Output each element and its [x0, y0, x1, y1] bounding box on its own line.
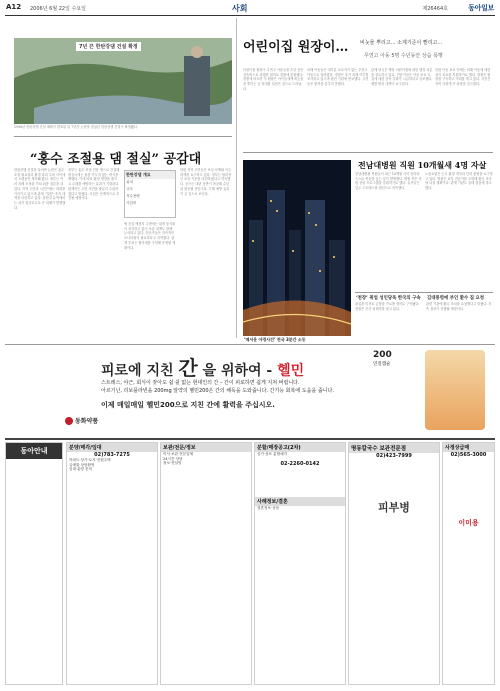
classified-line: 상가·점포 분할매각 — [257, 452, 288, 456]
center-subhead-2: 무연고 아동 5명 수년동안 상습 폭행 — [364, 53, 443, 59]
issue-number: 제26464호 — [422, 6, 448, 12]
night-headline: 전남대병원 직원 10개월새 4명 자살 — [358, 160, 487, 170]
classified-line: 아파트·상가·토지·전원주택 — [69, 458, 111, 462]
photo-caption: 1996년 한탄강댐 건설 계획이 발표된 뒤 7년간 논란을 빚었던 한탄강댐 건설이 확정됐다. — [14, 125, 138, 129]
small-story-body: 취업을 미끼로 금품을 가로챈 혐의로 구속됐다. 경찰은 추가 피해자를 찾고 있다. — [355, 302, 420, 311]
table-title: 한탄강댐 개요 — [125, 171, 175, 179]
photo-caption-title: 7년 끈 한탄강댐 건설 확정 — [76, 42, 141, 51]
ad-headline-part: 을 위하여 - — [202, 363, 273, 379]
divider — [14, 136, 232, 137]
small-story-body: 관련 기관에 환수 조치를 요청했다고 밝혔다. 후속 절차가 진행될 예정이다. — [426, 302, 492, 311]
dam-info-table — [124, 170, 176, 218]
product-box-image — [425, 350, 485, 430]
classified-column — [160, 442, 252, 685]
classified-column-title: 사례정보/결혼 — [255, 497, 345, 506]
ad-body-1: 스트레스, 야근, 회식이 잦아도 쉽 쉴 없는 현대인의 간 – 간이 피로하면 쉽게 지쳐 버립니다. — [101, 380, 300, 386]
page-number: A12 — [6, 3, 22, 11]
table-row: 위치 — [126, 180, 133, 184]
divider — [355, 292, 493, 293]
night-photo-caption: ‘매서운 야경사진’ 전국 3분간 소등 — [244, 337, 306, 342]
classified-line: 급매물 상담환영 — [69, 462, 95, 467]
paper-logo: 동아일보 — [468, 4, 494, 12]
classified-column — [442, 442, 495, 685]
small-story-title: ‘천장’ 취업 성인당독 한국의 구속 — [356, 296, 421, 301]
classified-phone: 02)423-7999 — [376, 453, 412, 459]
classified-column — [66, 442, 158, 685]
health-ad — [5, 346, 495, 436]
classified-column-title: 보관/전문/정보 — [161, 443, 251, 452]
left-col-2: 정부는 홍수 조절 전용 댐으로 건설해 평상시에는 물을 가두지 않는 방식을 택했다. 이에 따라 환경 영향을 줄이고 수해를 예방하는 효과가 기대된다. 관계자는 주민 의견을 충분히 수렴하겠다고 밝혔다. 사업은 단계적으로 추진될 예정이다. — [68, 168, 120, 201]
ad-headline-liver: 간 — [178, 356, 198, 380]
left-col-3: 댐 건설 예정지 주변에는 희귀 동식물이 서식하고 있어 보존 대책도 함께 논의되고 있다. 전문가들은 지속적인 모니터링이 필요하다고 지적했다. 관계 부처는 협의체를 구성해 운영할 계획이다. — [124, 222, 176, 250]
classified-phone: 02-2260-0142 — [280, 460, 320, 467]
left-col-4: 한편 지역 주민들은 보상 문제와 이주 대책을 요구하고 있다. 정부는 합리적인 보상 기준을 마련하겠다고 약속했다. 공사는 내년 상반기 착공해 수년 내 완공될 전망이다. 수해 예방 효과가 클 것으로 보인다. — [180, 168, 232, 196]
classified-column-title: 명동칼국수 보관전문점 — [349, 443, 439, 453]
classified-line: 이사·보관 전문업체 — [163, 452, 194, 456]
classified-column — [254, 442, 346, 685]
classified-line: 24시간 상담 — [163, 456, 183, 461]
classified-column-title: 사정상급매 — [443, 443, 494, 452]
center-headline: 어린이집 원장이… — [243, 40, 349, 55]
ad-headline-part: 피로에 지친 — [101, 363, 174, 379]
ad-top-rule — [5, 344, 495, 345]
ad-maker — [65, 416, 98, 425]
ad-brand-number: 200 — [373, 350, 392, 360]
issue-date: 2006년 6월 22일 수요일 — [30, 6, 87, 12]
center-col-3: 관계 당국은 해당 어린이집에 대한 행정 처분을 검토하고 있다. 전문가들은 아동 보호 시설에 대한 감독 강화가 시급하다고 강조했다. 재발 방지 대책이 요구된다. — [371, 68, 433, 87]
classified-column-title: 분할/매장공고(2차) — [255, 443, 345, 452]
classified-phone: 02)565-3000 — [450, 452, 487, 458]
header-rule — [5, 15, 495, 16]
classified-column — [348, 442, 440, 685]
table-row: 사업비 — [126, 201, 137, 205]
classified-line: 임대·분양 문의 — [69, 467, 93, 472]
left-headline: “홍수 조절용 댐 절실” 공감대 — [30, 152, 202, 167]
classified-left-panel — [5, 442, 63, 685]
ad-brand-sub: 연질캡슐 — [373, 362, 391, 367]
ad-body-3: 이제 매일매일 헬민200으로 지친 간에 활력을 주십시오. — [101, 401, 275, 409]
maker-logo-icon — [65, 417, 73, 425]
maker-name: 동화약품 — [75, 418, 99, 425]
classified-panel-title: 동아안내 — [6, 443, 62, 459]
classified-column-title: 분양/매각/임대 — [67, 443, 157, 452]
left-col-1: 한탄강댐 건설을 둘러싼 논란은 홍수 조절 필요성과 환경 파괴 우려 사이에서 오랫동안 계속돼 왔다. 정부는 여러 차례 조정을 거쳐 최종 결론을 내렸다. 지역 주민과 시민단체는 대화를 이어가고 있으며 관계 기관은 후속 대책을 마련하고 있다. 한탄강 유역에서는 과거 집중호우로 큰 피해가 발생했다. — [14, 168, 66, 210]
classified-line: 정보·컨설팅 — [163, 461, 182, 466]
classified-line: 결혼정보·상담 — [257, 505, 279, 510]
divider — [243, 152, 493, 153]
night-col-1: 전남대병원 직원들이 최근 10개월 사이 잇따라 스스로 목숨을 끊는 일이 발생했다. 병원 측은 직원 상담 프로그램을 강화하기로 했다. 유족들은 업무 스트레스를 원인으로 지목했다. — [355, 172, 422, 191]
ad-brand: 헬민 — [277, 363, 305, 379]
section-title: 사회 — [232, 4, 248, 13]
night-city-photo — [243, 160, 351, 336]
center-col-2: 피해 아동들은 대부분 보호자가 없는 무연고 아동으로 알려졌다. 경찰은 추가 피해 여부를 조사하고 있으며 관련 기관에 통보했다. 주민들은 충격을 감추지 못했다. — [307, 68, 369, 87]
table-row: 규모 — [126, 187, 133, 191]
center-subhead-1: 비눗물 뿌리고… 소제기준이 빨리고… — [360, 40, 443, 46]
table-row: 저수용량 — [126, 194, 140, 198]
center-col-4: 한편 아동 보호 단체는 피해 아동에 대한 심리 치료를 지원하기로 했다. 경찰은 원장을 구속하고 여죄를 캐고 있다. 사건은 지역 사회에 큰 파장을 일으켰다. — [435, 68, 491, 87]
night-skyline-illustration — [243, 160, 351, 336]
right-ad-title: 이미용 — [458, 519, 479, 527]
ad-body-2: 아르기닌, 리보플라빈을 200mg 알약의 헬민200은 간의 해독을 도와줍니다. 간기능 회복에 도움을 줍니다. — [101, 388, 334, 394]
skin-clinic-title: 피부병 — [378, 501, 410, 514]
ad-headline — [101, 352, 304, 381]
classified-top-rule — [5, 438, 495, 440]
center-col-1: 어린이집 원장이 무연고 아동들을 수년 동안 상습적으로 폭행한 혐의로 경찰에 붙잡혔다. 경찰에 따르면 이 원장은 아이들에게 비눗물을 뿌리는 등 학대를 일삼은 것으로 드러났다. — [243, 68, 304, 91]
classified-phone: 02)783-7275 — [94, 452, 130, 458]
column-divider — [236, 18, 237, 338]
night-col-2: 노동조합은 근무 환경 개선과 인력 충원을 요구하고 있다. 병원은 외부 전문가를 초빙해 원인 조사에 나설 계획이다. 관계 기관도 실태 점검에 착수했다. — [425, 172, 493, 191]
small-story-title: 김대통령에 부인 환수 집 요청 — [427, 296, 485, 301]
